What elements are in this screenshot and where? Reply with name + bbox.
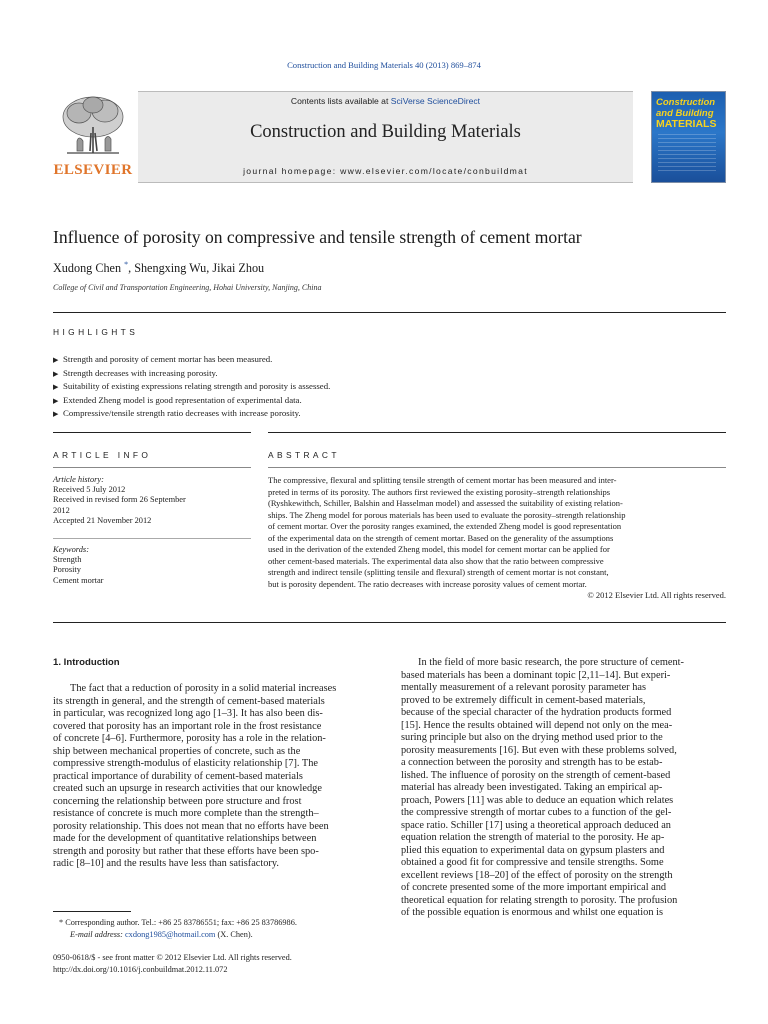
abstract-line: of the experimental data on the strength of cement mortar. Based on the generality of the assumptions [268, 532, 614, 543]
bullet-triangle-icon: ▶ [53, 356, 59, 364]
cover-title-line-1: Construction [656, 97, 716, 108]
body-line: based materials has been a dominant topic [2,11–14]. But experi- [401, 669, 671, 681]
journal-name: Construction and Building Materials [250, 122, 521, 142]
body-line: concerning the relationship between pore structure and frost [53, 795, 302, 807]
abstract-line: of cement mortar. Over the porosity ranges examined, the extended Zheng model is good representation [268, 521, 622, 532]
cover-title-line-3: MATERIALS [656, 118, 717, 130]
journal-masthead [53, 91, 726, 183]
body-line: radic [8–10] and the results have less than satisfactory. [53, 858, 279, 870]
abstract-body [268, 475, 726, 602]
elsevier-logo[interactable] [53, 91, 133, 183]
email-note [53, 929, 253, 940]
revised-date-line-2: 2012 [53, 505, 70, 515]
email-label: E-mail address: [70, 930, 125, 939]
abstract-line: The compressive, flexural and splitting tensile strength of cement mortar has been measured and inter- [268, 475, 617, 485]
body-line: of concrete [4–6]. Furthermore, porosity has a role in the relation- [53, 733, 326, 745]
author-affiliation: College of Civil and Transportation Engineering, Hohai University, Nanjing, China [53, 283, 322, 292]
body-line: compressive strength-modulus of elasticity relationship [7]. The [53, 758, 318, 770]
body-line: made for the development of quantitative relationships between [53, 833, 317, 845]
body-line: in particular, was recognized long ago [1–3]. It has also been dis- [53, 708, 323, 720]
bullet-triangle-icon: ▶ [53, 369, 59, 378]
abstract-line: but is porosity dependent. The ratio decreases with increase porosity values of cement mortar. [268, 578, 587, 589]
body-line: ship between mechanical properties of concrete, such as the [53, 745, 301, 757]
footnote-rule [53, 911, 131, 912]
issn-line: 0950-0618/$ - see front matter © 2012 Elsevier Ltd. All rights reserved. [53, 953, 292, 962]
received-date: Received 5 July 2012 [53, 485, 126, 495]
cover-title-line-2: and Building [656, 107, 714, 119]
body-line: theoretical equation for relating strength to porosity. The profusion [401, 894, 678, 906]
elsevier-tree-icon [57, 93, 129, 159]
highlight-item [53, 407, 726, 421]
journal-citation[interactable]: Construction and Building Materials 40 (2013) 869–874 [287, 60, 481, 70]
abstract-line: other cement-based materials. The experimental data also show that the ratio between compressive [268, 555, 604, 566]
body-line: lished. The influence of porosity on the strength of cement-based [401, 769, 671, 781]
elsevier-wordmark: ELSEVIER [53, 162, 133, 178]
body-line: resistance of concrete is much more complete than the strength– [53, 808, 319, 820]
highlights-top-rule [53, 312, 726, 313]
abstract-line: preted in terms of its porosity. The authors first reviewed the existing porosity–strength relationships [268, 486, 611, 497]
body-line: mentally measurement of a relevant porosity parameter has [401, 682, 646, 694]
bullet-triangle-icon: ▶ [53, 396, 59, 405]
highlight-item [53, 394, 726, 408]
body-line: created such an upsurge in research activities that our knowledge [53, 783, 322, 795]
author-rest: , Shengxing Wu, Jikai Zhou [128, 261, 265, 276]
abstract-heading: ABSTRACT [268, 450, 340, 460]
abstract-top-rule [268, 432, 726, 433]
body-line: covered that porosity has an important role in the frost resistance [53, 720, 322, 732]
author-list [53, 260, 264, 276]
body-line: material has already been investigated. Taking an empirical ap- [401, 782, 663, 794]
bullet-triangle-icon: ▶ [53, 410, 59, 418]
abstract-line: used in the derivation of the extended Zheng model, this model for cement mortar can be applied for [268, 544, 610, 555]
journal-cover-image[interactable] [651, 91, 726, 183]
body-line: porosity measurements [16]. But even with these problems solved, [401, 744, 677, 756]
body-line: of concrete presented some of the more important empirical and [401, 882, 667, 894]
contents-prefix: Contents lists available at [290, 96, 391, 106]
body-line: its strength in general, and the strength of cement-based materials [53, 695, 325, 707]
corresponding-author-note: * Corresponding author. Tel.: +86 25 83786551; fax: +86 25 83786986. [59, 918, 297, 927]
highlight-text: Compressive/tensile strength ratio decreases with increase porosity. [63, 408, 301, 418]
highlight-item [53, 353, 726, 367]
highlight-text: Strength decreases with increasing porosity. [63, 367, 218, 378]
keyword-item: Porosity [53, 565, 81, 575]
sciencedirect-link[interactable]: SciVerse ScienceDirect [390, 96, 481, 106]
cover-title [656, 98, 724, 130]
body-line: equation relation the strength of material to the porosity. He ap- [401, 832, 665, 844]
history-label: Article history: [53, 475, 104, 484]
author-first: Xudong Chen [53, 261, 125, 276]
body-line: porosity relationship. This does not mean that no efforts have been [53, 820, 329, 832]
abstract-line: (Ryshkewithch, Schiller, Balshin and Hasselman model) and assessed the suitability of existing relation- [268, 498, 623, 509]
body-line: obtained a good fit for compressive and tensile strengths. Some [401, 857, 664, 869]
abstract-line: ships. The Zheng model for porous materials has been used to evaluate the porosity–strength relationship [268, 509, 626, 520]
body-column-left [53, 683, 379, 871]
body-line: the compressive strength of mortar cubes to a function of the gel- [401, 807, 672, 819]
accepted-date: Accepted 21 November 2012 [53, 515, 152, 525]
body-line: space ratio. Schiller [17] using a theoretical approach deduced an [401, 819, 671, 831]
body-line: plied this equation to experimental data on gypsum plasters and [401, 844, 665, 856]
body-line: In the field of more basic research, the pore structure of cement- [418, 657, 684, 668]
keyword-item: Cement mortar [53, 575, 104, 585]
doi-link[interactable]: http://dx.doi.org/10.1016/j.conbuildmat.2012.11.072 [53, 965, 228, 974]
article-title: Influence of porosity on compressive and tensile strength of cement mortar [53, 227, 582, 247]
body-line: because of the special character of the hydration products formed [401, 707, 672, 719]
abstract-sub-rule [268, 467, 726, 468]
highlight-text: Strength and porosity of cement mortar has been measured. [63, 354, 273, 364]
contents-line [138, 96, 633, 106]
highlights-heading: HIGHLIGHTS [53, 327, 139, 337]
cover-texture [658, 134, 716, 174]
corresponding-author-mark[interactable]: * [124, 260, 129, 269]
highlight-item [53, 380, 726, 394]
abstract-line: strength and indirect tensile (splitting tensile and flexural) strength of cement mortar is not constant, [268, 567, 609, 578]
keyword-item: Strength [53, 555, 82, 565]
email-link[interactable]: cxdong1985@hotmail.com [125, 930, 216, 939]
body-line: suring principle but also on the drying method used prior to the [401, 732, 663, 744]
body-line: excellent reviews [18–20] of the effect of porosity on the strength [401, 869, 673, 881]
article-info-block [53, 475, 253, 586]
highlights-list [53, 353, 726, 421]
introduction-heading: 1. Introduction [53, 657, 120, 668]
article-info-sub-rule [53, 467, 251, 468]
body-line: [15]. Hence the results obtained will depend not only on the mea- [401, 719, 673, 731]
body-line: strength and porosity but rather that these efforts have been spo- [53, 845, 319, 857]
revised-date-line-1: Received in revised form 26 September [53, 495, 186, 505]
keywords-label: Keywords: [53, 545, 89, 555]
article-info-heading: ARTICLE INFO [53, 450, 152, 460]
bullet-triangle-icon: ▶ [53, 383, 59, 391]
body-line: practical importance of durability of cement-based materials [53, 770, 303, 782]
highlight-text: Extended Zheng model is good representation of experimental data. [63, 394, 302, 405]
journal-homepage[interactable]: journal homepage: www.elsevier.com/locate/conbuildmat [243, 166, 528, 176]
email-suffix: (X. Chen). [215, 930, 253, 939]
article-info-top-rule [53, 432, 251, 433]
highlight-item [53, 367, 726, 381]
highlight-text: Suitability of existing expressions relating strength and porosity is assessed. [63, 381, 331, 391]
abstract-copyright: © 2012 Elsevier Ltd. All rights reserved. [587, 590, 726, 601]
body-column-right [401, 657, 726, 920]
abstract-bottom-rule [53, 622, 726, 623]
body-line: proach, Powers [11] was able to deduce an equation which relates [401, 794, 674, 806]
body-line: a connection between the porosity and strength has to be estab- [401, 757, 663, 769]
keywords-divider [53, 526, 251, 539]
body-line: The fact that a reduction of porosity in a solid material increases [70, 683, 337, 694]
body-line: proved to be extremely difficult in cement-based materials, [401, 694, 646, 706]
body-line: of the possible equation is enormous and whilst one equation is [401, 907, 664, 919]
journal-banner [138, 91, 633, 183]
